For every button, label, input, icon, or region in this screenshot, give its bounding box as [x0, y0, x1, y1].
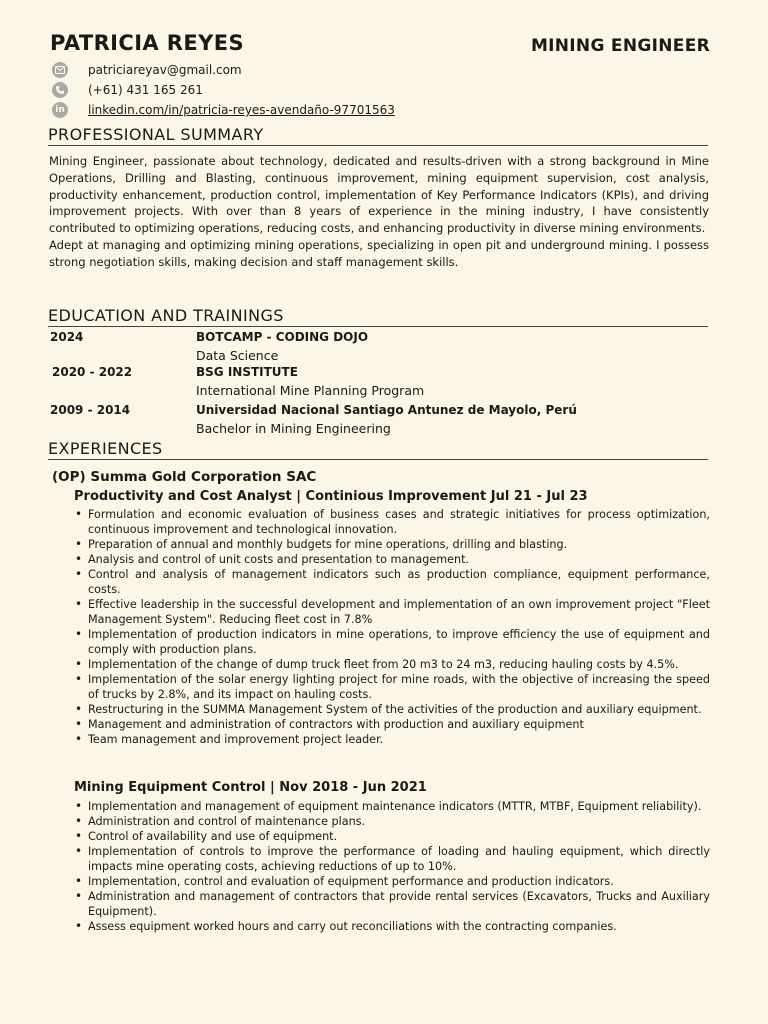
- summary-heading: PROFESSIONAL SUMMARY: [48, 125, 264, 144]
- education-institution: Universidad Nacional Santiago Antunez de Mayolo, Perú: [196, 403, 577, 417]
- list-item: • Assess equipment worked hours and carry out reconciliations with the contracting companies.: [72, 919, 710, 934]
- education-program: International Mine Planning Program: [196, 383, 425, 398]
- list-item: • Implementation, control and evaluation of equipment performance and production indicators.: [72, 874, 710, 889]
- list-item: • Administration and management of contractors that provide rental services (Excavators, Trucks and Auxiliary Equipment).: [72, 889, 710, 919]
- list-item: • Effective leadership in the successful development and implementation of an own improvement project "Fleet Management System". Reducing fleet cost in 7.8%: [72, 597, 710, 627]
- candidate-name: PATRICIA REYES: [50, 31, 244, 55]
- summary-section-header: [48, 126, 708, 146]
- education-year: 2024: [50, 330, 84, 344]
- education-heading: EDUCATION AND TRAININGS: [48, 306, 284, 325]
- experience-heading: EXPERIENCES: [48, 439, 163, 458]
- role-title: Productivity and Cost Analyst | Continious Improvement Jul 21 - Jul 23: [74, 489, 588, 504]
- summary-body: [49, 153, 709, 271]
- contact-email: [52, 61, 242, 79]
- list-item: • Implementation and management of equipment maintenance indicators (MTTR, MTBF, Equipment reliability).: [72, 799, 710, 814]
- education-program: Data Science: [196, 348, 279, 363]
- email-text[interactable]: patriciareyav@gmail.com: [88, 63, 242, 77]
- list-item: • Administration and control of maintenance plans.: [72, 814, 710, 829]
- list-item: • Team management and improvement project leader.: [72, 732, 710, 747]
- contact-linkedin: [52, 101, 395, 119]
- role-bullets: [72, 799, 710, 934]
- education-year: 2020 - 2022: [52, 365, 133, 379]
- list-item: • Implementation of controls to improve the performance of loading and hauling equipment, which directly impacts mine operating costs, achieving reductions of up to 10%.: [72, 844, 710, 874]
- company-name: (OP) Summa Gold Corporation SAC: [52, 469, 317, 485]
- list-item: • Control of availability and use of equipment.: [72, 829, 710, 844]
- linkedin-link[interactable]: linkedin.com/in/patricia-reyes-avendaño-97701563: [88, 103, 395, 117]
- list-item: • Implementation of production indicators in mine operations, to improve efficiency the use of equipment and comply with production plans.: [72, 627, 710, 657]
- list-item: • Analysis and control of unit costs and presentation to management.: [72, 552, 710, 567]
- education-year: 2009 - 2014: [50, 403, 131, 417]
- linkedin-icon: in: [52, 102, 68, 118]
- phone-text[interactable]: (+61) 431 165 261: [88, 83, 203, 97]
- education-section-header: [48, 307, 708, 327]
- list-item: • Restructuring in the SUMMA Management System of the activities of the production and auxiliary equipment.: [72, 702, 710, 717]
- role-title: Mining Equipment Control | Nov 2018 - Jun 2021: [74, 780, 427, 795]
- list-item: • Management and administration of contractors with production and auxiliary equipment: [72, 717, 710, 732]
- email-icon: [52, 62, 68, 78]
- education-program: Bachelor in Mining Engineering: [196, 421, 391, 436]
- list-item: • Implementation of the solar energy lighting project for mine roads, with the objective of increasing the speed of trucks by 2.8%, and its impact on hauling costs.: [72, 672, 710, 702]
- list-item: • Preparation of annual and monthly budgets for mine operations, drilling and blasting.: [72, 537, 710, 552]
- phone-icon: [52, 82, 68, 98]
- job-title: MINING ENGINEER: [530, 36, 710, 56]
- experience-section-header: [48, 440, 708, 460]
- role-bullets: [72, 507, 710, 747]
- education-institution: BSG INSTITUTE: [196, 365, 298, 379]
- summary-paragraph-2: Adept at managing and optimizing mining operations, specializing in open pit and underground mining. I possess strong negotiation skills, making decision and staff management skills.: [49, 237, 709, 269]
- list-item: • Control and analysis of management indicators such as production compliance, equipment performance, costs.: [72, 567, 710, 597]
- list-item: • Implementation of the change of dump truck fleet from 20 m3 to 24 m3, reducing hauling costs by 4.5%.: [72, 657, 710, 672]
- education-institution: BOTCAMP - CODING DOJO: [196, 330, 369, 344]
- contact-phone: [52, 81, 203, 99]
- summary-paragraph-1: Mining Engineer, passionate about technology, dedicated and results-driven with a strong background in Mine Operations, Drilling and Blasting, continuous improvement, mining equipment supervision, cost analysis, productivity enhancement, production control, implementation of Key Performance Indicators (KPIs), and driving improvement projects. With over than 8 years of experience in the mining industry, I have consistently contributed to optimizing operations, reducing costs, and enhancing productivity in diverse mining environments.: [49, 154, 709, 236]
- list-item: • Formulation and economic evaluation of business cases and strategic initiatives for process optimization, continuous improvement and technological innovation.: [72, 507, 710, 537]
